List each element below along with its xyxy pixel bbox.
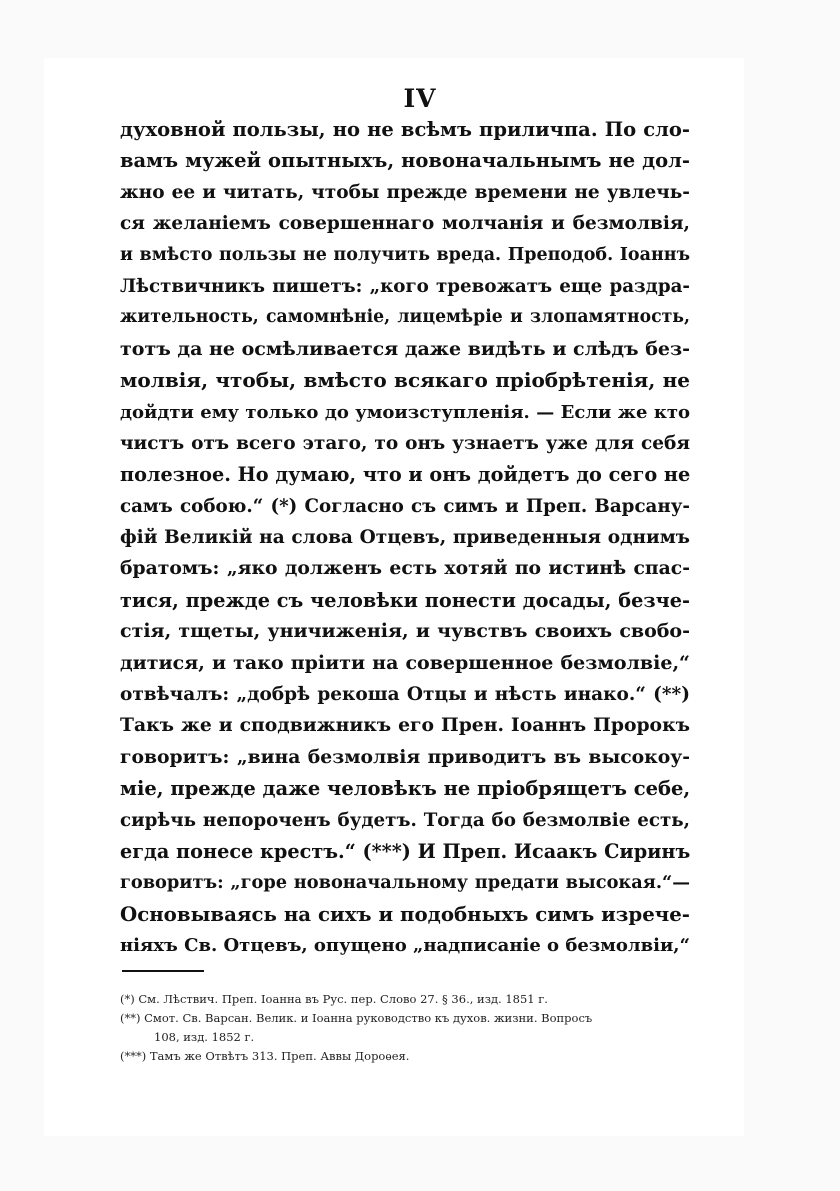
body-line: и вмѣсто пользы не получить вреда. Преподоб. Іоаннъ [120, 244, 690, 265]
body-line: егда понесе крестъ.“ (***) И Преп. Исаакъ Сиринъ [120, 839, 691, 863]
body-line: фій Великій на слова Отцевъ, приведенныя однимъ [120, 527, 690, 549]
body-line: міе, прежде даже человѣкъ не пріобрящетъ себе, [120, 777, 691, 801]
body-line: тотъ да не осмѣливается даже видѣть и слѣдъ без- [120, 337, 690, 360]
body-line: Лѣствичникъ пишетъ: „кого тревожатъ еще раздра- [120, 275, 690, 297]
body-line: жительность, самомнѣніе, лицемѣріе и злопамятность, [120, 307, 690, 328]
body-line: Основываясь на сихъ и подобныхъ симъ изрече- [120, 901, 690, 926]
body-line: стія, тщеты, уничиженія, и чувствъ своихъ свобо- [120, 620, 690, 643]
footnote-line: (***) Тамъ же Отвѣтъ 313. Преп. Аввы Дороѳея. [120, 1049, 410, 1063]
body-line: самъ собою.“ (*) Согласно съ симъ и Преп. Варсану- [120, 495, 690, 517]
page-number: IV [403, 84, 437, 113]
footnote-line: (**) Смот. Св. Варсан. Велик. и Іоанна руководство къ духов. жизни. Вопросъ [120, 1011, 593, 1025]
body-line: братомъ: „яко долженъ есть хотяй по истинѣ спас- [120, 557, 690, 580]
body-line: дитися, и тако пріити на совершенное безмолвіе,“ [120, 651, 690, 674]
body-line: дойдти ему только до умоизступленія. — Если же кто [120, 401, 690, 423]
footnote-rule [122, 970, 204, 972]
body-line: Такъ же и сподвижникъ его Прен. Іоаннъ Пророкъ [120, 714, 690, 737]
body-line: вамъ мужей опытныхъ, новоначальнымъ не дол- [120, 149, 690, 173]
body-line: отвѣчалъ: „добрѣ рекоша Отцы и нѣсть инако.“ (**) [120, 684, 690, 706]
body-line: жно ее и читать, чтобы прежде времени не увлечь- [120, 181, 690, 203]
body-line: чистъ отъ всего этаго, то онъ узнаетъ уже для себя [120, 432, 690, 454]
body-line: говоритъ: „вина безмолвія приводитъ въ высокоу- [120, 745, 690, 768]
body-line: сирѣчь непороченъ будетъ. Тогда бо безмолвіе есть, [120, 809, 690, 831]
body-line: говоритъ: „горе новоначальному предати высокая.“— [120, 872, 690, 894]
body-line: духовной пользы, но не всѣмъ приличпа. По сло- [120, 118, 690, 141]
body-line: ся желаніемъ совершеннаго молчанія и безмолвія, [120, 213, 690, 235]
body-line: полезное. Но думаю, что и онъ дойдетъ до сего не [120, 463, 691, 487]
body-text [120, 114, 690, 962]
body-line: тися, прежде съ человѣки понести досады, безче- [120, 588, 690, 612]
footnote-line: (*) См. Лѣствич. Преп. Іоанна въ Рус. пер. Слово 27. § 36., изд. 1851 г. [120, 992, 548, 1006]
body-line: молвія, чтобы, вмѣсто всякаго пріобрѣтенія, не [120, 368, 690, 393]
footnotes [120, 990, 680, 1066]
body-line: ніяхъ Св. Отцевъ, опущено „надписаніе о безмолвіи,“ [120, 935, 690, 957]
footnote-line: 108, изд. 1852 г. [154, 1030, 255, 1044]
